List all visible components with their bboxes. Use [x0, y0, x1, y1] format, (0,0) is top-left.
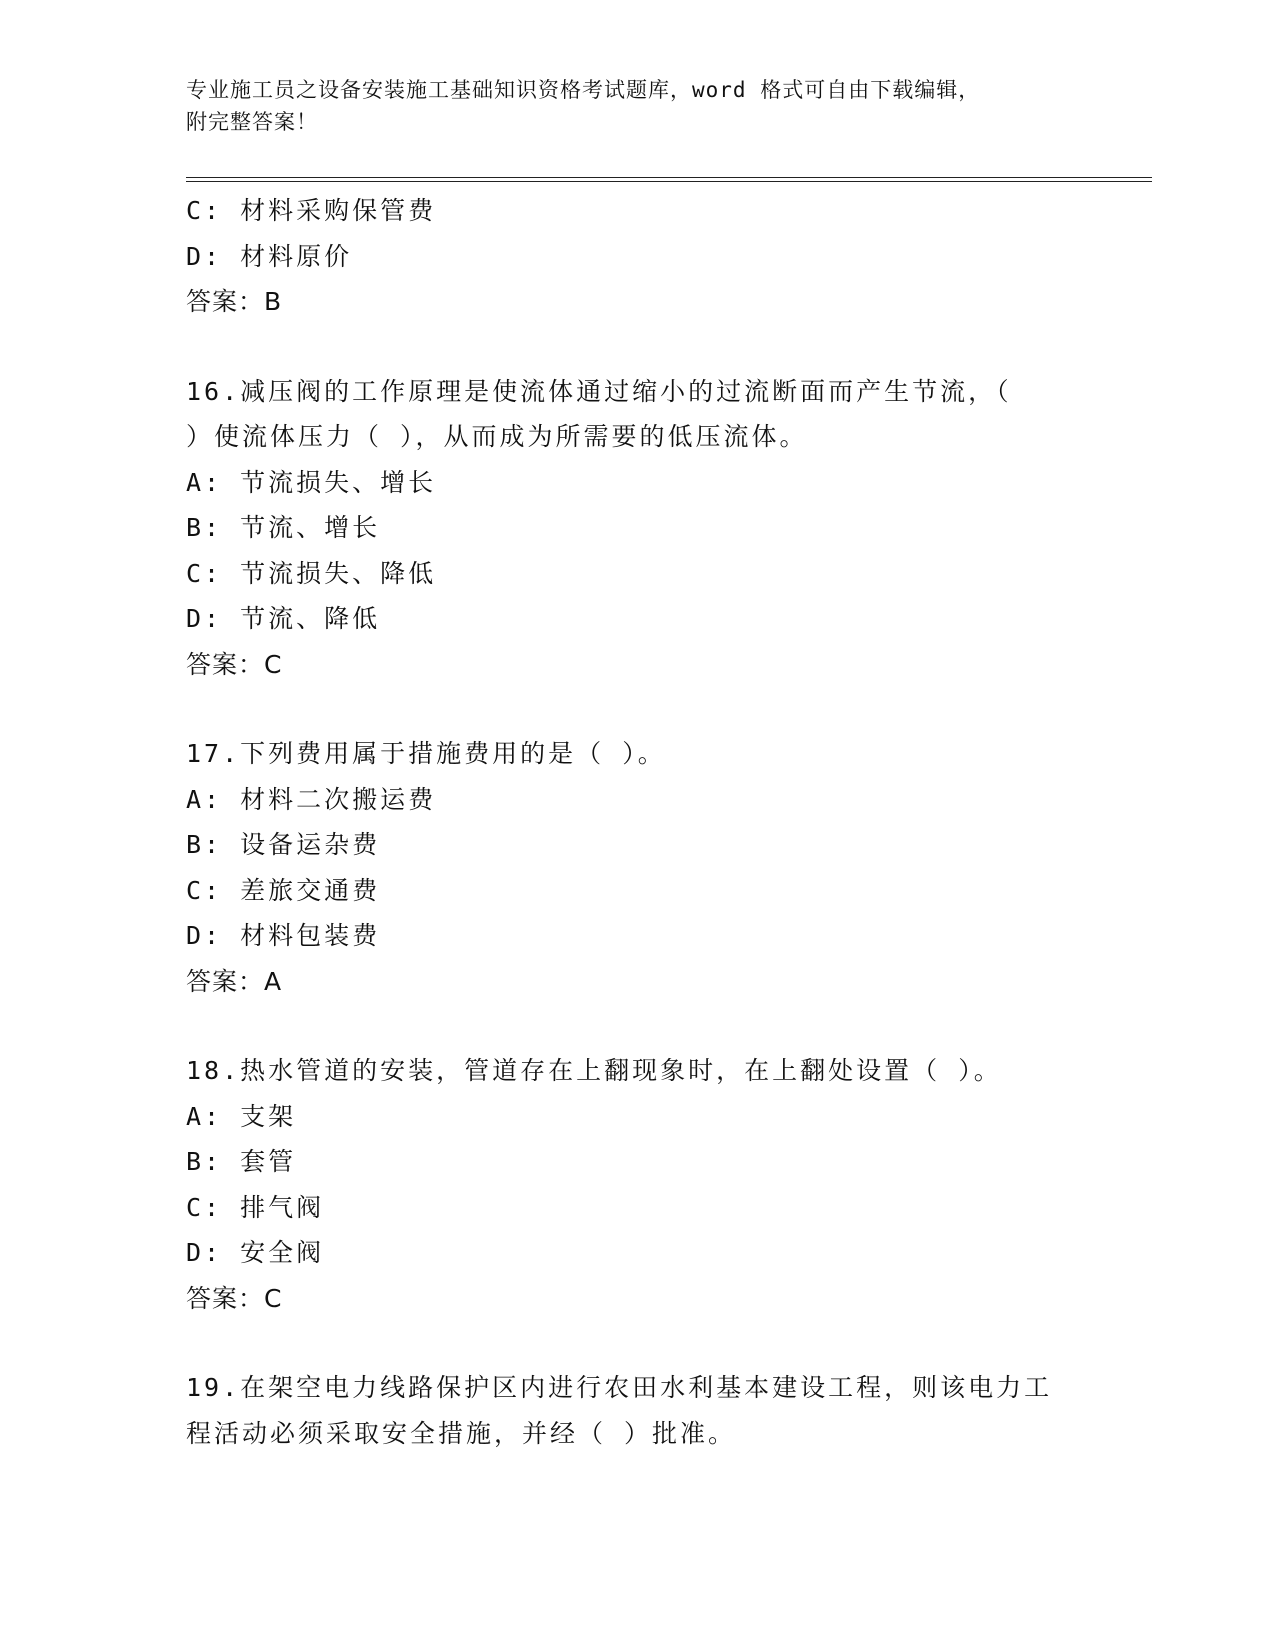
header-divider	[186, 177, 1152, 182]
answer-line: 答案：C	[186, 649, 283, 679]
option-c: C: 节流损失、降低	[186, 558, 437, 588]
header-line-2: 附完整答案！	[186, 110, 318, 134]
option-d: D: 材料包装费	[186, 921, 381, 950]
answer-line: 答案：C	[186, 1283, 283, 1313]
option-d: D: 材料原价	[186, 241, 353, 271]
option-a: A: 节流损失、增长	[186, 467, 437, 497]
carryover-question	[186, 188, 1086, 325]
option-b: B: 设备运杂费	[186, 830, 381, 859]
option-a: A: 材料二次搬运费	[186, 784, 437, 814]
page-header	[186, 74, 1106, 138]
option-c: C: 材料采购保管费	[186, 196, 437, 225]
option-b: B: 套管	[186, 1147, 297, 1176]
question-stem: 程活动必须采取安全措施，并经（ ）批准。	[186, 1418, 737, 1448]
question-16	[186, 369, 1086, 688]
question-18	[186, 1048, 1086, 1321]
option-d: D: 节流、降低	[186, 604, 381, 633]
question-19	[186, 1365, 1086, 1456]
question-stem: ）使流体压力（ ），从而成为所需要的低压流体。	[186, 422, 808, 451]
option-c: C: 差旅交通费	[186, 875, 381, 905]
question-stem: 18.热水管道的安装，管道存在上翻现象时，在上翻处设置（ ）。	[186, 1056, 1002, 1085]
question-stem: 19.在架空电力线路保护区内进行农田水利基本建设工程，则该电力工	[186, 1373, 1053, 1402]
option-c: C: 排气阀	[186, 1192, 325, 1222]
document-content	[186, 188, 1086, 1456]
answer-line: 答案：A	[186, 966, 283, 996]
question-stem: 16.减压阀的工作原理是使流体通过缩小的过流断面而产生节流，（	[186, 376, 1012, 406]
question-17	[186, 731, 1086, 1004]
option-b: B: 节流、增长	[186, 513, 381, 542]
header-line-1: 专业施工员之设备安装施工基础知识资格考试题库，word 格式可自由下载编辑，	[186, 78, 981, 102]
question-stem: 17.下列费用属于措施费用的是（ ）。	[186, 739, 666, 768]
option-a: A: 支架	[186, 1101, 297, 1131]
answer-line: 答案：B	[186, 287, 283, 316]
option-d: D: 安全阀	[186, 1238, 325, 1267]
